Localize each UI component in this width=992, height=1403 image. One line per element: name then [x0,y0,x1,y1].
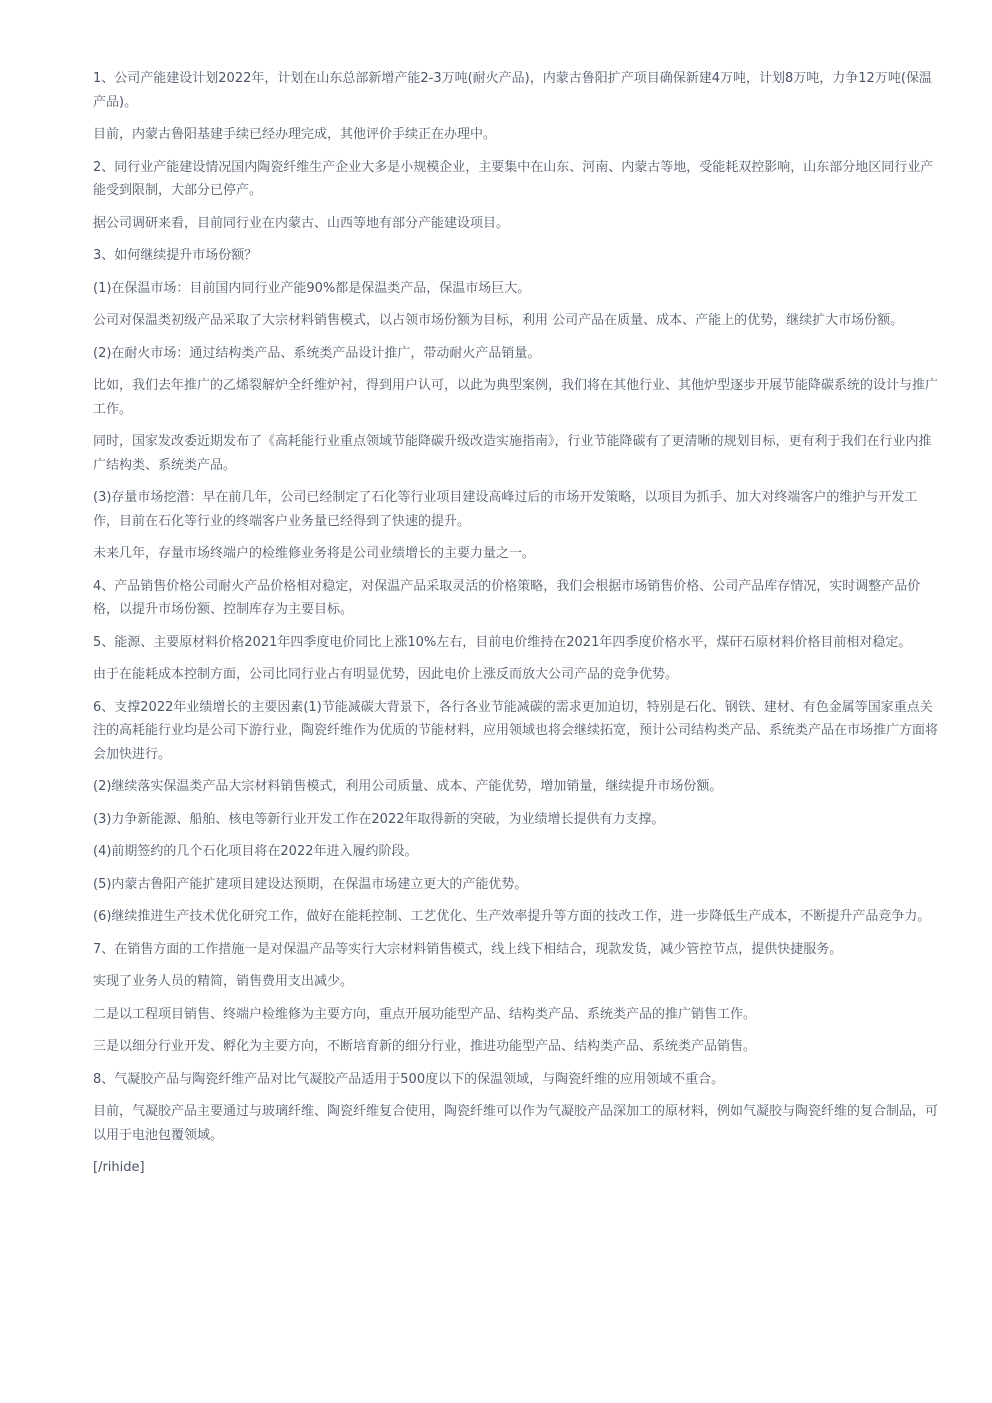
paragraph-16: 6、支撑2022年业绩增长的主要因素(1)节能减碳大背景下，各行各业节能减碳的需求更加迫切，特别是石化、钢铁、建材、有色金属等国家重点关注的高耗能行业均是公司下游行业，陶瓷纤维作为优质的节能材料，应用领域也将会继续拓宽，预计公司结构类产品、系统类产品在市场推广方面将会加快进行。 [93,699,939,762]
paragraph-6: (1)在保温市场：目前国内同行业产能90%都是保温类产品，保温市场巨大。 [93,280,531,296]
document-body [93,67,943,1189]
paragraph-7: 公司对保温类初级产品采取了大宗材料销售模式，以占领市场份额为目标，利用 公司产品在质量、成本、产能上的优势，继续扩大市场份额。 [93,313,904,328]
closing-tag-text: [/rihide] [93,1160,145,1175]
paragraph-10: 同时，国家发改委近期发布了《高耗能行业重点领域节能降碳升级改造实施指南》，行业节能降碳有了更清晰的规划目标，更有利于我们在行业内推广结构类、系统类产品。 [93,434,932,473]
paragraph-5: 3、如何继续提升市场份额？ [93,248,258,263]
paragraph-11: (3)存量市场挖潜：早在前几年，公司已经制定了石化等行业项目建设高峰过后的市场开发策略，以项目为抓手、加大对终端客户的维护与开发工作，目前在石化等行业的终端客户业务量已经得到了快速的提升。 [93,490,918,529]
paragraph-25: 三是以细分行业开发、孵化为主要方向，不断培育新的细分行业，推进功能型产品、结构类产品、系统类产品销售。 [93,1039,757,1054]
paragraph-21: (6)继续推进生产技术优化研究工作，做好在能耗控制、工艺优化、生产效率提升等方面的技改工作，进一步降低生产成本，不断提升产品竞争力。 [93,909,931,924]
paragraph-27: 目前，气凝胶产品主要通过与玻璃纤维、陶瓷纤维复合使用，陶瓷纤维可以作为气凝胶产品深加工的原材料，例如气凝胶与陶瓷纤维的复合制品，可以用于电池包覆领域。 [93,1104,939,1143]
paragraph-9: 比如，我们去年推广的乙烯裂解炉全纤维炉衬，得到用户认可，以此为典型案例，我们将在其他行业、其他炉型逐步开展节能降碳系统的设计与推广工作。 [93,378,939,417]
paragraph-4: 据公司调研来看，目前同行业在内蒙古、山西等地有部分产能建设项目。 [93,215,510,231]
paragraph-20: (5)内蒙古鲁阳产能扩建项目建设达预期，在保温市场建立更大的产能优势。 [93,876,528,892]
paragraph-1: 1、公司产能建设计划2022年，计划在山东总部新增产能2-3万吨(耐火产品)，内蒙古鲁阳扩产项目确保新建4万吨，计划8万吨，力争12万吨(保温产品)。 [93,71,932,110]
paragraph-26: 8、气凝胶产品与陶瓷纤维产品对比气凝胶产品适用于500度以下的保温领域，与陶瓷纤维的应用领域不重合。 [93,1071,725,1087]
paragraph-24: 二是以工程项目销售、终端户检维修为主要方向，重点开展功能型产品、结构类产品、系统类产品的推广销售工作。 [93,1006,757,1022]
paragraph-13: 4、产品销售价格公司耐火产品价格相对稳定，对保温产品采取灵活的价格策略，我们会根据市场销售价格、公司产品库存情况，实时调整产品价格，以提升市场份额、控制库存为主要目标。 [93,578,921,617]
paragraph-14: 5、能源、主要原材料价格2021年四季度电价同比上涨10%左右，目前电价维持在2021年四季度价格水平，煤矸石原材料价格目前相对稳定。 [93,634,912,650]
paragraph-17: (2)继续落实保温类产品大宗材料销售模式，利用公司质量、成本、产能优势，增加销量，继续提升市场份额。 [93,779,723,794]
paragraph-22: 7、在销售方面的工作措施一是对保温产品等实行大宗材料销售模式，线上线下相结合，现款发货，减少管控节点，提供快捷服务。 [93,941,843,957]
paragraph-3: 2、同行业产能建设情况国内陶瓷纤维生产企业大多是小规模企业，主要集中在山东、河南、内蒙古等地，受能耗双控影响，山东部分地区同行业产能受到限制，大部分已停产。 [93,159,934,198]
paragraph-19: (4)前期签约的几个石化项目将在2022年进入履约阶段。 [93,844,418,859]
paragraph-23: 实现了业务人员的精简，销售费用支出减少。 [93,974,354,989]
paragraph-18: (3)力争新能源、船舶、核电等新行业开发工作在2022年取得新的突破，为业绩增长提供有力支撑。 [93,811,665,827]
paragraph-15: 由于在能耗成本控制方面，公司比同行业占有明显优势，因此电价上涨反而放大公司产品的竞争优势。 [93,667,679,682]
paragraph-2: 目前，内蒙古鲁阳基建手续已经办理完成，其他评价手续正在办理中。 [93,127,497,142]
paragraph-8: (2)在耐火市场：通过结构类产品、系统类产品设计推广，带动耐火产品销量。 [93,345,541,361]
paragraph-12: 未来几年，存量市场终端户的检维修业务将是公司业绩增长的主要力量之一。 [93,546,536,561]
